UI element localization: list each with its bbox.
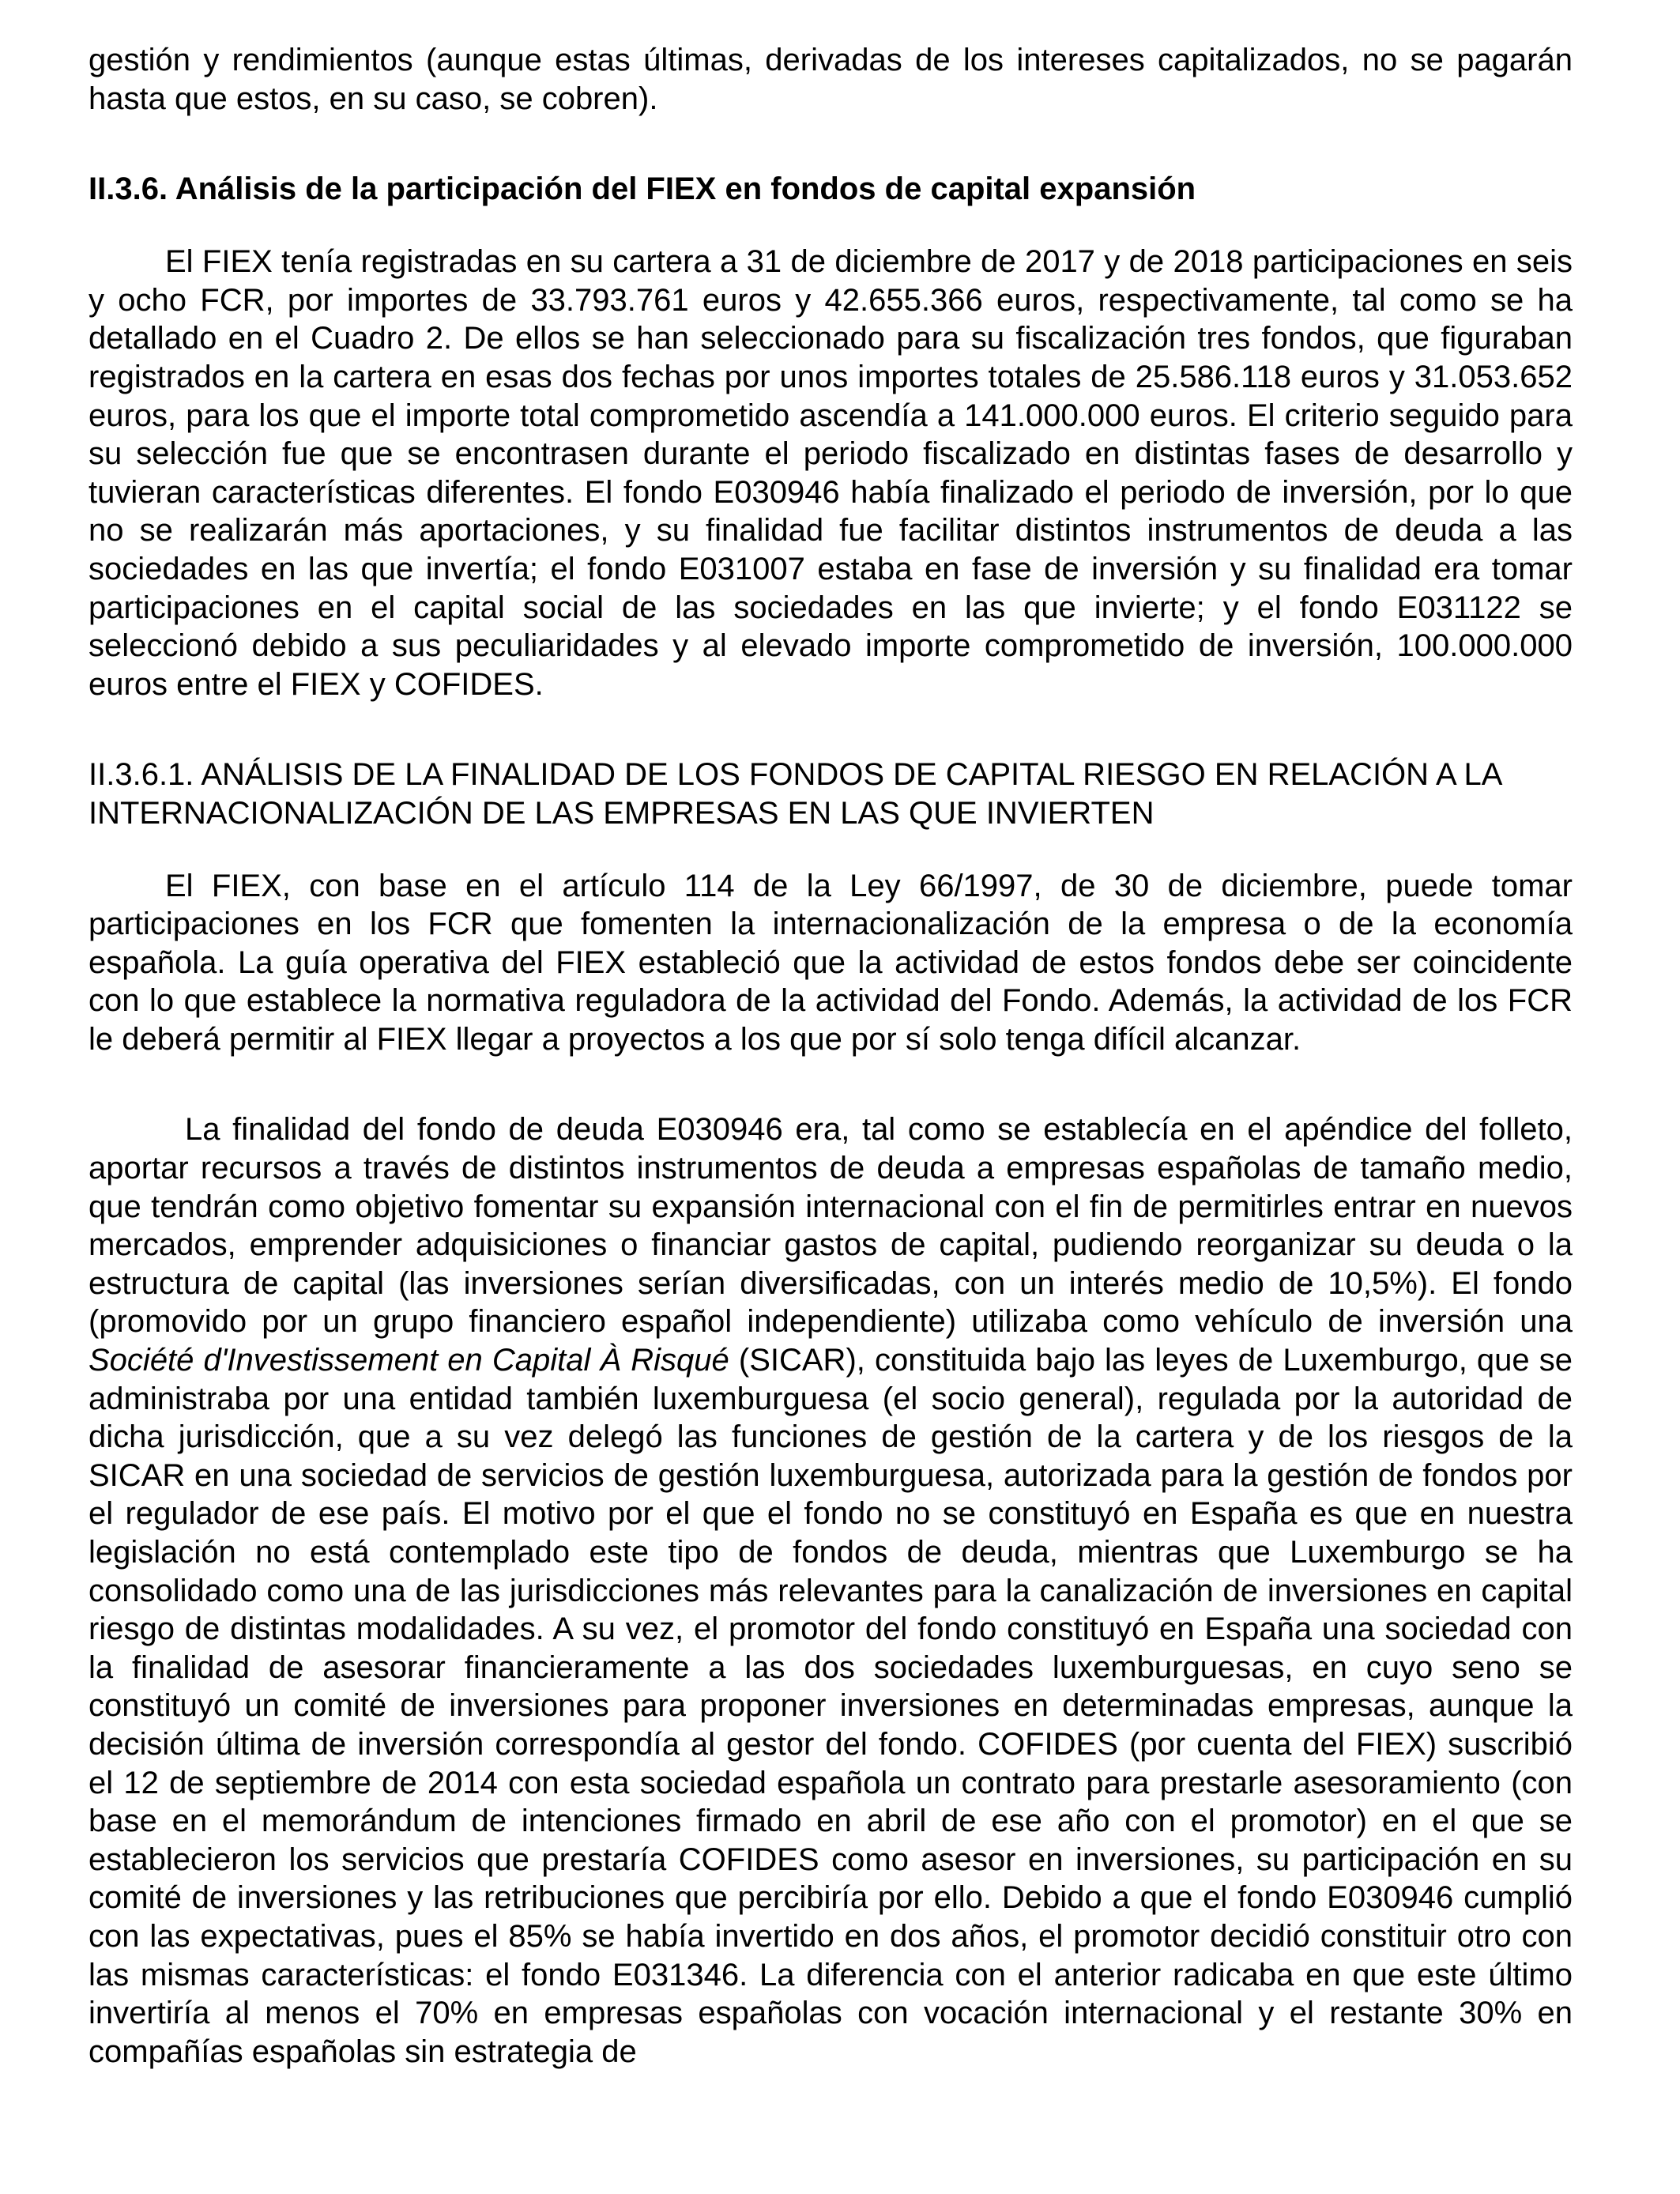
paragraph-fiex-portfolio: El FIEX tenía registradas en su cartera a 31 de diciembre de 2017 y de 2018 participaciones en seis y ocho FCR, por importes de 33.793.761 euros y 42.655.366 euros, respectivamente, tal como se ha detallado en el Cuadro 2. De ellos se han seleccionado para su fiscalización tres fondos, que figuraban registrados en la cartera en esas dos fechas por unos importes totales de 25.586.118 euros y 31.053.652 euros, para los que el importe total comprometido ascendía a 141.000.000 euros. El criterio seguido para su selección fue que se encontrasen durante el periodo fiscalizado en distintas fases de desarrollo y tuvieran características diferentes. El fondo E030946 había finalizado el periodo de inversión, por lo que no se realizarán más aportaciones, y su finalidad fue facilitar distintos instrumentos de deuda a las sociedades en las que invertía; el fondo E031007 estaba en fase de inversión y su finalidad era tomar participaciones en el capital social de las sociedades en las que invierte; y el fondo E031122 se seleccionó debido a sus peculiaridades y al elevado importe comprometido de inversión, 100.000.000 euros entre el FIEX y COFIDES. xyxy=(89,244,1573,702)
paragraph-debt-fund-text-a: La finalidad del fondo de deuda E030946 era, tal como se establecía en el apéndice del folleto, aportar recursos a través de distintos instrumentos de deuda a empresas españolas de tamaño medio, que tendrán como objetivo fomentar su expansión internacional con el fin de permitirles entrar en nuevos mercados, emprender adquisiciones o financiar gastos de capital, pudiendo reorganizar su deuda o la estructura de capital (las inversiones serían diversificadas, con un interés medio de 10,5%). El fondo (promovido por un grupo financiero español independiente) utilizaba como vehículo de inversión una xyxy=(89,1112,1573,1340)
paragraph-debt-fund-text-b: (SICAR), constituida bajo las leyes de Luxemburgo, que se administraba por una entidad también luxemburguesa (el socio general), regulada por la autoridad de dicha jurisdicción, que a su vez delegó las funciones de gestión de la cartera y de los riesgos de la SICAR en una sociedad de servicios de gestión luxemburguesa, autorizada para la gestión de fondos por el regulador de ese país. El motivo por el que el fondo no se constituyó en España es que en nuestra legislación no está contemplado este tipo de fondos de deuda, mientras que Luxemburgo se ha consolidado como una de las jurisdicciones más relevantes para la canalización de inversiones en capital riesgo de distintas modalidades. A su vez, el promotor del fondo constituyó en España una sociedad con la finalidad de asesorar financieramente a las dos sociedades luxemburguesas, en cuyo seno se constituyó un comité de inversiones para proponer inversiones en determinadas empresas, aunque la decisión última de inversión correspondía al gestor del fondo. COFIDES (por cuenta del FIEX) suscribió el 12 de septiembre de 2014 con esta sociedad española un contrato para prestarle asesoramiento (con base en el memorándum de intenciones firmado en abril de ese año con el promotor) en el que se establecieron los servicios que prestaría COFIDES como asesor en inversiones, su participación en su comité de inversiones y las retribuciones que percibiría por ello. Debido a que el fondo E030946 cumplió con las expectativas, pues el 85% se había invertido en dos años, el promotor decidió constituir otro con las mismas características: el fondo E031346. La diferencia con el anterior radicaba en que este último invertiría al menos el 70% en empresas españolas con vocación internacional y el restante 30% en compañías españolas sin estrategia de xyxy=(89,1343,1573,2069)
paragraph-debt-fund-purpose xyxy=(89,1110,1573,2071)
subsection-heading-ii-3-6-1: II.3.6.1. ANÁLISIS DE LA FINALIDAD DE LOS FONDOS DE CAPITAL RIESGO EN RELACIÓN A LA INTERNACIONALIZACIÓN DE LAS EMPRESAS EN LAS QUE INVIERTEN xyxy=(89,757,1501,831)
paragraph-fiex-legal-basis: El FIEX, con base en el artículo 114 de la Ley 66/1997, de 30 de diciembre, puede tomar participaciones en los FCR que fomenten la internacionalización de la empresa o de la economía española. La guía operativa del FIEX estableció que la actividad de estos fondos debe ser coincidente con lo que establece la normativa reguladora de la actividad del Fondo. Además, la actividad de los FCR le deberá permitir al FIEX llegar a proyectos a los que por sí solo tenga difícil alcanzar. xyxy=(89,868,1573,1057)
section-heading-ii-3-6: II.3.6. Análisis de la participación del FIEX en fondos de capital expansión xyxy=(89,172,1196,207)
sicar-italic-term: Société d'Investissement en Capital À Risqué xyxy=(89,1343,729,1378)
document-page xyxy=(89,41,1573,2071)
paragraph-intro: gestión y rendimientos (aunque estas últimas, derivadas de los intereses capitalizados, no se pagarán hasta que estos, en su caso, se cobren). xyxy=(89,43,1573,116)
